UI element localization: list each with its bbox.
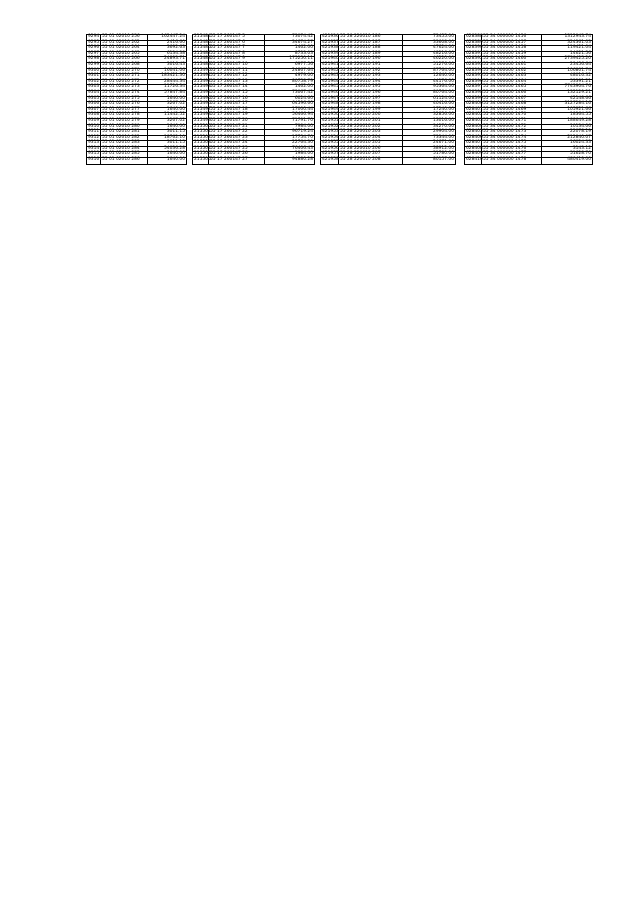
code-cell: 55 01 02010 282 (101, 136, 148, 141)
code-cell: 55 17 260147 6 (209, 41, 265, 46)
code-cell: 55 17 260147 13 (209, 80, 265, 85)
row-index-cell: 215487 (194, 50, 211, 56)
amount-cell: 3127284.16 (564, 101, 591, 107)
amount-cell: 76406.43 (292, 145, 313, 151)
amount-cell: 80157.00 (433, 157, 454, 163)
code-cell: 55 28 220010 186 (339, 35, 403, 40)
amount-cell: 183421.30 (161, 73, 185, 79)
row-index-cell: 9298 (88, 56, 100, 62)
code-cell: 55 28 220010 205 (339, 141, 403, 146)
row-index-cell: 421948 (322, 101, 339, 107)
code-cell: 55 01 02010 283 (101, 141, 148, 146)
code-cell: 55 01 02010 272 (101, 80, 148, 85)
amount-cell: 7743904.76 (564, 84, 591, 90)
code-cell: 55 01 02010 284 (101, 147, 148, 152)
code-cell: 55 28 220010 193 (339, 74, 403, 79)
row-index-cell: 421951 (322, 117, 339, 123)
code-cell: 55 17 260147 11 (209, 69, 265, 74)
code-cell: 55 01 02010 278 (101, 113, 148, 118)
row-index-cell: 628404 (466, 123, 483, 129)
amount-cell: 56466.94 (292, 112, 313, 118)
amount-cell: 40416.00 (433, 101, 454, 107)
amount-cell: 1640.00 (166, 106, 185, 112)
row-index-cell: 421938 (322, 45, 339, 51)
amount-cell: 1640.00 (166, 151, 185, 157)
row-index-cell: 215499 (194, 117, 211, 123)
code-cell: 55 28 220010 196 (339, 91, 403, 96)
code-cell: 55 34 000000 1464 (482, 80, 542, 85)
row-index-cell: 421955 (322, 140, 339, 146)
row-index-cell: 9310 (88, 123, 100, 129)
code-cell: 55 01 02010 273 (101, 85, 148, 90)
code-cell: 55 28 220010 189 (339, 52, 403, 57)
amount-cell: 3011.15 (166, 140, 185, 146)
row-index-cell: 421952 (322, 123, 339, 129)
row-index-cell: 421936 (322, 34, 339, 39)
row-index-cell: 215502 (194, 134, 211, 140)
amount-cell: 29904.00 (433, 129, 454, 135)
code-cell: 55 01 02010 265 (101, 52, 148, 57)
amount-cell: 2739425.20 (564, 56, 591, 62)
amount-cell: 53391.21 (570, 78, 591, 84)
row-index-cell: 215506 (194, 157, 211, 163)
amount-cell: 34674.27 (292, 39, 313, 45)
amount-cell: 24867.64 (292, 67, 313, 73)
amount-cell: 1312943.74 (564, 34, 591, 39)
amount-cell: 1640.00 (166, 123, 185, 129)
row-index-cell: 215485 (194, 39, 211, 45)
code-cell: 55 01 02010 264 (101, 46, 148, 51)
row-index-cell: 215493 (194, 84, 211, 90)
code-cell: 55 28 220010 208 (339, 158, 403, 164)
amount-cell: 6977.56 (294, 61, 313, 67)
row-index-cell: 628390 (466, 45, 483, 51)
code-cell: 55 28 220010 202 (339, 125, 403, 130)
code-cell: 55 34 000000 1461 (482, 63, 542, 68)
amount-cell: 12640.00 (433, 73, 454, 79)
row-index-cell: 215489 (194, 61, 211, 67)
amount-cell: 6134.38 (166, 50, 185, 56)
row-index-cell: 628393 (466, 61, 483, 67)
amount-cell: 18762.10 (164, 134, 185, 140)
row-index-cell: 9305 (88, 95, 100, 101)
row-index-cell: 421953 (322, 129, 339, 135)
code-cell: 55 34 000000 1476 (482, 147, 542, 152)
row-index-cell: 628410 (466, 157, 483, 163)
code-cell: 55 17 260147 17 (209, 102, 265, 107)
code-cell: 55 28 220010 204 (339, 136, 403, 141)
code-cell: 55 28 220010 190 (339, 57, 403, 62)
amount-cell: 48016.32 (570, 73, 591, 79)
row-index-cell: 9296 (88, 45, 100, 51)
row-index-cell: 215500 (194, 123, 211, 129)
amount-cell: 119421.04 (567, 45, 591, 51)
code-cell: 55 17 260147 8 (209, 52, 265, 57)
code-cell: 55 34 000000 1475 (482, 141, 542, 146)
row-index-cell: 215488 (194, 56, 211, 62)
amount-cell: 162447.24 (161, 34, 185, 39)
amount-cell: 38912.00 (433, 145, 454, 151)
amount-cell: 73067.42 (292, 89, 313, 95)
code-cell: 55 01 02010 274 (101, 91, 148, 96)
code-cell: 55 01 02010 276 (101, 102, 148, 107)
amount-cell: 57847.84 (164, 89, 185, 95)
code-cell: 55 34 000000 1472 (482, 125, 542, 130)
row-index-cell: 9304 (88, 89, 100, 95)
code-cell: 55 17 260147 26 (209, 152, 265, 157)
code-cell: 55 34 000000 1460 (482, 57, 542, 62)
code-cell: 55 17 260147 27 (209, 158, 265, 164)
code-cell: 55 17 260147 18 (209, 108, 265, 113)
code-cell: 55 34 000000 1457 (482, 41, 542, 46)
row-index-cell: 9300 (88, 67, 100, 73)
amount-cell: 1640.00 (166, 157, 185, 163)
code-cell: 55 01 02010 268 (101, 63, 148, 68)
amount-cell: 28444.34 (164, 78, 185, 84)
row-index-cell: 421947 (322, 95, 339, 101)
row-index-cell: 628406 (466, 134, 483, 140)
amount-cell: 22078.19 (570, 129, 591, 135)
row-index-cell: 421946 (322, 89, 339, 95)
table-row (193, 158, 314, 164)
amount-cell: 3011.15 (166, 129, 185, 135)
row-index-cell: 628399 (466, 95, 483, 101)
amount-cell: 73344.00 (433, 134, 454, 140)
row-index-cell: 628398 (466, 89, 483, 95)
amount-cell: 18364.55 (570, 112, 591, 118)
amount-cell: 10134.06 (570, 123, 591, 129)
amount-cell: 1984.00 (294, 151, 313, 157)
amount-cell: 3143.12 (572, 145, 591, 151)
code-cell: 55 17 260147 23 (209, 136, 265, 141)
amount-cell: 80758.79 (292, 78, 313, 84)
code-cell: 55 28 220010 201 (339, 119, 403, 124)
code-cell: 55 28 220010 203 (339, 130, 403, 135)
amount-cell: 95364.00 (433, 84, 454, 90)
amount-cell: 8733.03 (294, 50, 313, 56)
code-cell: 55 01 02010 262 (101, 41, 148, 46)
code-cell: 55 34 000000 1469 (482, 108, 542, 113)
code-cell: 55 34 000000 1462 (482, 69, 542, 74)
amount-cell: 175250.11 (289, 56, 313, 62)
row-index-cell: 215492 (194, 78, 211, 84)
row-index-cell: 628402 (466, 112, 483, 118)
row-index-cell: 215497 (194, 106, 211, 112)
code-cell: 55 17 260147 7 (209, 46, 265, 51)
amount-cell: 61124.00 (433, 95, 454, 101)
amount-cell: 324361.03 (567, 39, 591, 45)
table-row (321, 158, 455, 164)
code-cell: 55 34 000000 1456 (482, 35, 542, 40)
row-index-cell: 215490 (194, 67, 211, 73)
row-index-cell: 421940 (322, 56, 339, 62)
code-cell: 55 17 260147 9 (209, 57, 265, 62)
row-index-cell: 421942 (322, 67, 339, 73)
row-index-cell: 9299 (88, 61, 100, 67)
amount-cell: 23456.64 (570, 61, 591, 67)
amount-cell: 11442.52 (164, 112, 185, 118)
amount-cell: 7984.00 (294, 123, 313, 129)
row-index-cell: 215504 (194, 145, 211, 151)
code-cell: 55 01 02010 286 (101, 158, 148, 164)
row-index-cell: 421945 (322, 84, 339, 90)
amount-cell: 1462.00 (294, 84, 313, 90)
code-cell: 55 01 02010 280 (101, 125, 148, 130)
code-cell: 55 17 260147 10 (209, 63, 265, 68)
row-index-cell: 9297 (88, 50, 100, 56)
code-cell: 55 17 260147 25 (209, 147, 265, 152)
code-cell: 55 28 220010 191 (339, 63, 403, 68)
table-row (87, 158, 186, 164)
row-index-cell: 628407 (466, 140, 483, 146)
row-index-cell: 9313 (88, 140, 100, 146)
code-cell: 55 17 260147 15 (209, 91, 265, 96)
code-cell: 55 17 260147 20 (209, 119, 265, 124)
amount-cell: 46220.00 (433, 56, 454, 62)
row-index-cell: 421950 (322, 112, 339, 118)
row-index-cell: 9302 (88, 78, 100, 84)
amount-cell: 17240.00 (433, 106, 454, 112)
code-cell: 55 01 02010 256 (101, 35, 148, 40)
row-index-cell: 9295 (88, 39, 100, 45)
table-column-4 (464, 34, 593, 165)
amount-cell: 96719.24 (292, 129, 313, 135)
code-cell: 55 34 000000 1468 (482, 102, 542, 107)
amount-cell: 73455.00 (433, 34, 454, 39)
amount-cell: 16024.33 (570, 140, 591, 146)
code-cell: 55 01 02010 277 (101, 108, 148, 113)
row-index-cell: 628400 (466, 101, 483, 107)
row-index-cell: 628409 (466, 151, 483, 157)
code-cell: 55 34 000000 1467 (482, 97, 542, 102)
code-cell: 55 17 260147 24 (209, 141, 265, 146)
row-index-cell: 628403 (466, 117, 483, 123)
amount-cell: 212840.07 (567, 134, 591, 140)
code-cell: 55 17 260147 5 (209, 35, 265, 40)
amount-cell: 51780.00 (433, 151, 454, 157)
amount-cell: 17754.70 (292, 134, 313, 140)
amount-cell: 48216.00 (433, 50, 454, 56)
row-index-cell: 215505 (194, 151, 211, 157)
amount-cell: 80764.00 (433, 89, 454, 95)
amount-cell: 22764.30 (292, 140, 313, 146)
amount-cell: 1462.00 (294, 45, 313, 51)
code-cell: 55 01 02010 285 (101, 152, 148, 157)
amount-cell: 3267.02 (166, 101, 185, 107)
amount-cell: 16041.06 (164, 67, 185, 73)
amount-cell: 6024.60 (294, 95, 313, 101)
row-index-cell: 9301 (88, 73, 100, 79)
row-index-cell: 421954 (322, 134, 339, 140)
amount-cell: 105921.66 (567, 106, 591, 112)
code-cell: 55 01 02010 266 (101, 57, 148, 62)
amount-cell: 3016.43 (166, 61, 185, 67)
amount-cell: 54036.28 (164, 145, 185, 151)
code-cell: 55 17 260147 21 (209, 125, 265, 130)
row-index-cell: 628388 (466, 34, 483, 39)
row-index-cell: 421941 (322, 61, 339, 67)
row-index-cell: 215484 (194, 34, 211, 39)
amount-cell: 13016.00 (433, 117, 454, 123)
table-column-1 (86, 34, 187, 165)
amount-cell: 24893.71 (164, 56, 185, 62)
code-cell: 55 01 02010 271 (101, 74, 148, 79)
table-column-2 (192, 34, 315, 165)
amount-cell: 51628.70 (570, 151, 591, 157)
row-index-cell: 215494 (194, 89, 211, 95)
code-cell: 55 34 000000 1458 (482, 46, 542, 51)
row-index-cell: 9308 (88, 112, 100, 118)
amount-cell: 188649.28 (567, 117, 591, 123)
amount-cell: 2416.60 (166, 39, 185, 45)
amount-cell: 64596.60 (292, 101, 313, 107)
code-cell: 55 01 02010 270 (101, 69, 148, 74)
code-cell: 55 28 220010 197 (339, 97, 403, 102)
row-index-cell: 421949 (322, 106, 339, 112)
row-index-cell: 215498 (194, 112, 211, 118)
row-index-cell: 628401 (466, 106, 483, 112)
amount-cell: 47624.00 (433, 45, 454, 51)
row-index-cell: 9311 (88, 129, 100, 135)
code-cell: 55 28 220010 200 (339, 113, 403, 118)
amount-cell: 4979.00 (294, 73, 313, 79)
row-index-cell: 628389 (466, 39, 483, 45)
amount-cell: 33608.00 (433, 39, 454, 45)
row-index-cell: 215496 (194, 101, 211, 107)
row-index-cell: 215491 (194, 73, 211, 79)
amount-cell: 106801.74 (567, 67, 591, 73)
row-index-cell: 9309 (88, 117, 100, 123)
amount-cell: 3267.02 (166, 117, 185, 123)
row-index-cell: 9294 (88, 34, 100, 39)
row-index-cell: 215486 (194, 45, 211, 51)
row-index-cell: 215501 (194, 129, 211, 135)
code-cell: 55 17 260147 12 (209, 74, 265, 79)
row-index-cell: 628397 (466, 84, 483, 90)
amount-cell: 17000.44 (292, 106, 313, 112)
row-index-cell: 628405 (466, 129, 483, 135)
amount-cell: 132129.21 (567, 89, 591, 95)
row-index-cell: 9314 (88, 145, 100, 151)
row-index-cell: 421937 (322, 39, 339, 45)
row-index-cell: 628394 (466, 67, 483, 73)
row-index-cell: 9315 (88, 151, 100, 157)
row-index-cell: 215495 (194, 95, 211, 101)
amount-cell: 480419.00 (567, 157, 591, 163)
code-cell: 55 28 220010 207 (339, 152, 403, 157)
code-cell: 55 34 000000 1470 (482, 113, 542, 118)
code-cell: 55 28 220010 192 (339, 69, 403, 74)
amount-cell: 1640.00 (166, 95, 185, 101)
code-cell: 55 17 260147 14 (209, 85, 265, 90)
row-index-cell: 421956 (322, 145, 339, 151)
row-index-cell: 421957 (322, 151, 339, 157)
amount-cell: 94880.28 (292, 157, 313, 163)
code-cell: 55 01 02010 281 (101, 130, 148, 135)
code-cell: 55 28 220010 194 (339, 80, 403, 85)
code-cell: 55 34 000000 1474 (482, 136, 542, 141)
row-index-cell: 628396 (466, 78, 483, 84)
row-index-cell: 9307 (88, 106, 100, 112)
amount-cell: 44176.00 (433, 78, 454, 84)
code-cell: 55 28 220010 198 (339, 102, 403, 107)
amount-cell: 24671.00 (433, 140, 454, 146)
row-index-cell: 628408 (466, 145, 483, 151)
code-cell: 55 28 220010 206 (339, 147, 403, 152)
row-index-cell: 9312 (88, 134, 100, 140)
amount-cell: 73074.42 (292, 34, 313, 39)
code-cell: 55 17 260147 16 (209, 97, 265, 102)
code-cell: 55 28 220010 199 (339, 108, 403, 113)
row-index-cell: 9303 (88, 84, 100, 90)
amount-cell: 51276.00 (433, 61, 454, 67)
code-cell: 55 34 000000 1473 (482, 130, 542, 135)
code-cell: 55 34 000000 1465 (482, 85, 542, 90)
amount-cell: 71791.70 (292, 117, 313, 123)
code-cell: 55 17 260147 22 (209, 130, 265, 135)
code-cell: 55 17 260147 19 (209, 113, 265, 118)
code-cell: 55 34 000000 1471 (482, 119, 542, 124)
row-index-cell: 628391 (466, 50, 483, 56)
table-row (465, 158, 592, 164)
row-index-cell: 9306 (88, 101, 100, 107)
table-column-3 (320, 34, 456, 165)
amount-cell: 3692.63 (166, 45, 185, 51)
amount-cell: 11726.34 (164, 84, 185, 90)
amount-cell: 14621.56 (570, 50, 591, 56)
code-cell: 55 28 220010 187 (339, 41, 403, 46)
code-cell: 55 34 000000 1478 (482, 158, 542, 164)
code-cell: 55 01 02010 279 (101, 119, 148, 124)
amount-cell: 87764.00 (433, 67, 454, 73)
amount-cell: 34270.00 (433, 123, 454, 129)
code-cell: 55 28 220010 188 (339, 46, 403, 51)
code-cell: 55 34 000000 1466 (482, 91, 542, 96)
row-index-cell: 421939 (322, 50, 339, 56)
row-index-cell: 628395 (466, 73, 483, 79)
code-cell: 55 34 000000 1463 (482, 74, 542, 79)
amount-cell: 32856.00 (433, 112, 454, 118)
amount-cell: 42148.66 (570, 95, 591, 101)
row-index-cell: 9316 (88, 157, 100, 163)
row-index-cell: 421958 (322, 157, 339, 163)
code-cell: 55 34 000000 1477 (482, 152, 542, 157)
row-index-cell: 215503 (194, 140, 211, 146)
row-index-cell: 421943 (322, 73, 339, 79)
code-cell: 55 34 000000 1459 (482, 52, 542, 57)
row-index-cell: 628392 (466, 56, 483, 62)
code-cell: 55 28 220010 195 (339, 85, 403, 90)
code-cell: 55 01 02010 275 (101, 97, 148, 102)
row-index-cell: 421944 (322, 78, 339, 84)
